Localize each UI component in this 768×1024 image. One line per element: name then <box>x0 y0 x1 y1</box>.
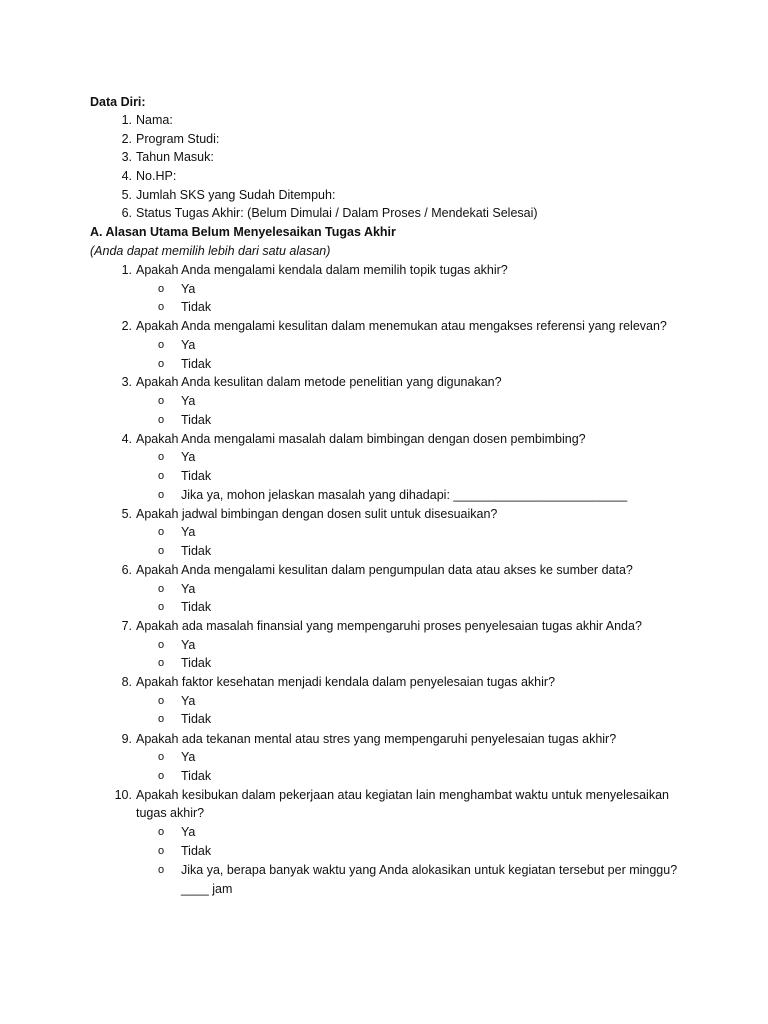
question-number: 3. <box>121 375 132 389</box>
option-label: Ya <box>181 750 196 764</box>
option-label: Ya <box>181 525 196 539</box>
bullet-icon: o <box>158 395 165 407</box>
item-number: 4. <box>121 169 132 183</box>
question-number: 4. <box>121 432 132 446</box>
item-number: 6. <box>121 206 132 220</box>
item-label: Tahun Masuk: <box>136 150 214 164</box>
bullet-icon: o <box>158 358 165 370</box>
bullet-icon: o <box>158 470 165 482</box>
item-label: No.HP: <box>136 169 177 183</box>
question-number: 7. <box>121 619 132 633</box>
option-label: Tidak <box>181 600 212 614</box>
question-number: 9. <box>121 732 132 746</box>
item-number: 3. <box>121 150 132 164</box>
question-text: Apakah Anda mengalami kesulitan dalam pengumpulan data atau akses ke sumber data? <box>136 563 633 577</box>
bullet-icon: o <box>158 751 165 763</box>
question-number: 2. <box>121 319 132 333</box>
option-label: Ya <box>181 338 196 352</box>
hours-blank-label: ____ jam <box>181 882 233 896</box>
option-label: Tidak <box>181 544 212 558</box>
item-label: Status Tugas Akhir: (Belum Dimulai / Dalam Proses / Mendekati Selesai) <box>136 206 538 220</box>
bullet-icon: o <box>158 845 165 857</box>
question-text: Apakah Anda mengalami kendala dalam memilih topik tugas akhir? <box>136 263 508 277</box>
question-text: Apakah faktor kesehatan menjadi kendala dalam penyelesaian tugas akhir? <box>136 675 556 689</box>
question-number: 10. <box>114 788 132 802</box>
option-label: Ya <box>181 638 196 652</box>
option-label: Tidak <box>181 712 212 726</box>
question-number: 1. <box>121 263 132 277</box>
option-label: Ya <box>181 450 196 464</box>
option-label: Jika ya, mohon jelaskan masalah yang dihadapi: _________________________ <box>181 488 628 502</box>
question-text: Apakah Anda mengalami kesulitan dalam menemukan atau mengakses referensi yang relevan? <box>136 319 667 333</box>
bullet-icon: o <box>158 339 165 351</box>
option-label: Ya <box>181 282 196 296</box>
option-label: Ya <box>181 825 196 839</box>
item-label: Program Studi: <box>136 132 220 146</box>
question-text: Apakah ada masalah finansial yang mempengaruhi proses penyelesaian tugas akhir Anda? <box>136 619 642 633</box>
question-text: Apakah jadwal bimbingan dengan dosen sulit untuk disesuaikan? <box>136 507 498 521</box>
question-text-continuation: tugas akhir? <box>136 806 205 820</box>
bullet-icon: o <box>158 601 165 613</box>
bullet-icon: o <box>158 283 165 295</box>
question-text: Apakah kesibukan dalam pekerjaan atau kegiatan lain menghambat waktu untuk menyelesaikan <box>136 788 669 802</box>
option-label: Tidak <box>181 656 212 670</box>
option-label: Ya <box>181 582 196 596</box>
option-label: Ya <box>181 394 196 408</box>
item-number: 1. <box>121 113 132 127</box>
bullet-icon: o <box>158 489 165 501</box>
option-label: Tidak <box>181 844 212 858</box>
question-number: 8. <box>121 675 132 689</box>
bullet-icon: o <box>158 713 165 725</box>
option-label: Jika ya, berapa banyak waktu yang Anda alokasikan untuk kegiatan tersebut per minggu? <box>181 863 678 877</box>
personal-data-title: Data Diri: <box>90 95 146 109</box>
option-label: Tidak <box>181 413 212 427</box>
question-text: Apakah ada tekanan mental atau stres yang mempengaruhi penyelesaian tugas akhir? <box>136 732 617 746</box>
option-label: Ya <box>181 694 196 708</box>
bullet-icon: o <box>158 545 165 557</box>
bullet-icon: o <box>158 414 165 426</box>
question-number: 5. <box>121 507 132 521</box>
item-label: Nama: <box>136 113 173 127</box>
question-text: Apakah Anda mengalami masalah dalam bimbingan dengan dosen pembimbing? <box>136 432 586 446</box>
bullet-icon: o <box>158 526 165 538</box>
item-number: 2. <box>121 132 132 146</box>
bullet-icon: o <box>158 657 165 669</box>
option-label: Tidak <box>181 469 212 483</box>
bullet-icon: o <box>158 301 165 313</box>
bullet-icon: o <box>158 864 165 876</box>
section-a-note: (Anda dapat memilih lebih dari satu alasan) <box>90 244 331 258</box>
question-text: Apakah Anda kesulitan dalam metode penelitian yang digunakan? <box>136 375 502 389</box>
bullet-icon: o <box>158 451 165 463</box>
section-a-title: A. Alasan Utama Belum Menyelesaikan Tugas Akhir <box>90 225 396 239</box>
option-label: Tidak <box>181 300 212 314</box>
bullet-icon: o <box>158 695 165 707</box>
item-number: 5. <box>121 188 132 202</box>
question-number: 6. <box>121 563 132 577</box>
item-label: Jumlah SKS yang Sudah Ditempuh: <box>136 188 336 202</box>
bullet-icon: o <box>158 583 165 595</box>
option-label: Tidak <box>181 769 212 783</box>
option-label: Tidak <box>181 357 212 371</box>
bullet-icon: o <box>158 639 165 651</box>
bullet-icon: o <box>158 770 165 782</box>
bullet-icon: o <box>158 826 165 838</box>
